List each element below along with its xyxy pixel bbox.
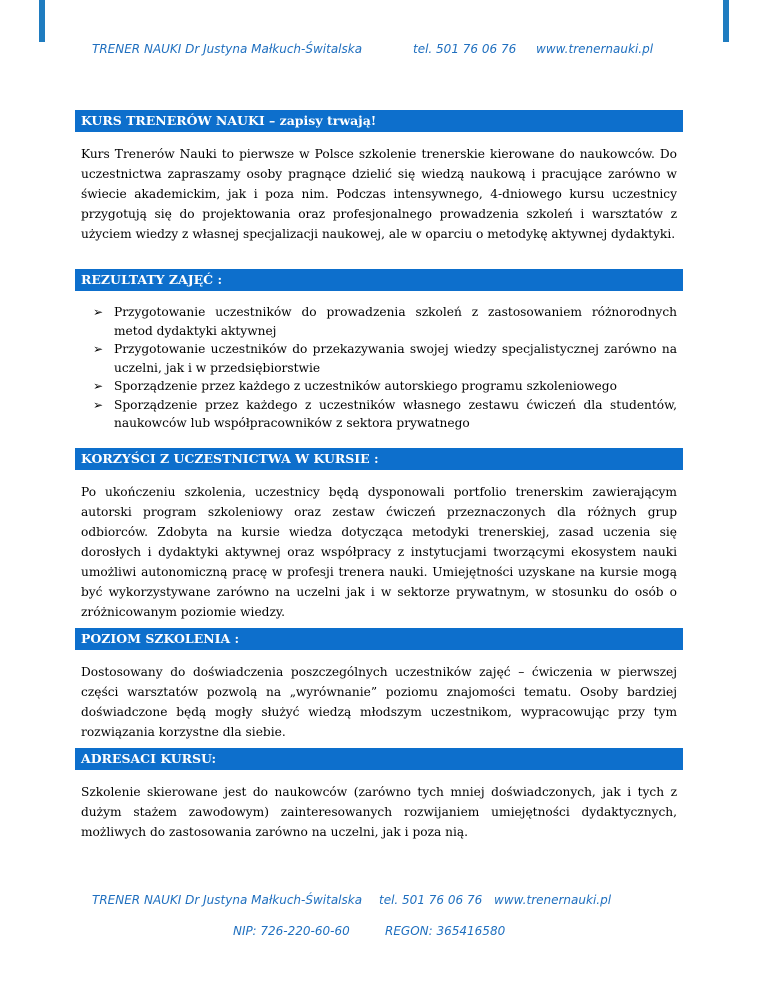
section-text-poziom: Dostosowany do doświadczenia poszczególnych uczestników zajęć – ćwiczenia w pierwszej części warsztatów pozwolą na „wyrównanie” poziomu znajomości tematu. Osoby bardziej doświadczone będą mogły służyć wiedzą młodszym uczestnikom, wypracowując przy tym rozwiązania korzystne dla siebie. bbox=[81, 665, 677, 739]
page-header bbox=[0, 42, 768, 58]
decorative-bar-left bbox=[39, 0, 45, 42]
section-title-kurs: KURS TRENERÓW NAUKI – zapisy trwają! bbox=[75, 110, 683, 132]
list-item: ➢ Przygotowanie uczestników do prowadzenia szkoleń z zastosowaniem różnorodnych metod dydaktyki aktywnej bbox=[93, 305, 677, 338]
section-title-rezultaty: REZULTATY ZAJĘĆ : bbox=[75, 269, 683, 291]
rezultaty-list bbox=[93, 303, 677, 433]
decorative-bar-right bbox=[723, 0, 729, 42]
section-title-adresaci: ADRESACI KURSU: bbox=[75, 748, 683, 770]
header-phone: tel. 501 76 06 76 bbox=[413, 42, 517, 56]
section-title-poziom: POZIOM SZKOLENIA : bbox=[75, 628, 683, 650]
arrow-bullet-icon: ➢ bbox=[93, 342, 104, 356]
arrow-bullet-icon: ➢ bbox=[93, 305, 104, 319]
section-title-korzysci: KORZYŚCI Z UCZESTNICTWA W KURSIE : bbox=[75, 448, 683, 470]
footer-regon: REGON: 365416580 bbox=[385, 924, 506, 938]
list-item: ➢ Sporządzenie przez każdego z uczestników autorskiego programu szkoleniowego bbox=[114, 377, 677, 396]
section-text-korzysci: Po ukończeniu szkolenia, uczestnicy będą dysponowali portfolio trenerskim zawierającym autorski program szkoleniowy oraz zestaw ćwiczeń przeznaczonych dla różnych grup odbiorców. Zdobyta na kursie wiedza dotycząca metodyki trenerskiej, zasad uczenia się dorosłych i dydaktyki aktywnej oraz współpracy z instytucjami tworzącymi ekosystem nauki umożliwi autonomiczną pracę w profesji trenera nauki. Umiejętności uzyskane na kursie mogą być wykorzystywane zarówno na uczelni jak i w sektorze prywatnym, w stosunku do osób o zróżnicowanym poziomie wiedzy. bbox=[81, 485, 677, 619]
section-text-adresaci: Szkolenie skierowane jest do naukowców (zarówno tych mniej doświadczonych, jak i tych z dużym stażem zawodowym) zainteresowanych rozwijaniem umiejętności dydaktycznych, możliwych do zastosowania zarówno na uczelni, jak i poza nią. bbox=[81, 785, 677, 839]
list-item: ➢ Sporządzenie przez każdego z uczestników własnego zestawu ćwiczeń dla studentów, naukowców lub współpracowników z sektora prywatnego bbox=[93, 397, 677, 430]
page-footer bbox=[0, 893, 768, 909]
section-text-kurs: Kurs Trenerów Nauki to pierwsze w Polsce szkolenie trenerskie kierowane do naukowców. Do uczestnictwa zapraszamy osoby pragnące dzielić się wiedzą naukową i pracujące zarówno w świecie akademickim, jak i poza nim. Podczas intensywnego, 4-dniowego kursu uczestnicy przygotują się do projektowania oraz profesjonalnego prowadzenia szkoleń i warsztatów z użyciem wiedzy z własnej specjalizacji naukowej, ale w oparciu o metodykę aktywnej dydaktyki. bbox=[81, 147, 677, 241]
arrow-bullet-icon: ➢ bbox=[93, 379, 104, 393]
header-company: TRENER NAUKI Dr Justyna Małkuch-Świtalska bbox=[92, 42, 363, 56]
footer-company: TRENER NAUKI Dr Justyna Małkuch-Świtalska bbox=[92, 893, 363, 907]
arrow-bullet-icon: ➢ bbox=[93, 397, 104, 412]
list-item: ➢ Przygotowanie uczestników do przekazywania swojej wiedzy specjalistycznej zarówno na uczelni, jak i w przedsiębiorstwie bbox=[93, 342, 677, 375]
footer-nip: NIP: 726-220-60-60 bbox=[233, 924, 350, 938]
header-website: www.trenernauki.pl bbox=[536, 42, 654, 56]
footer-website: www.trenernauki.pl bbox=[494, 893, 612, 907]
page-footer-ids bbox=[0, 924, 768, 940]
footer-phone: tel. 501 76 06 76 bbox=[379, 893, 483, 907]
